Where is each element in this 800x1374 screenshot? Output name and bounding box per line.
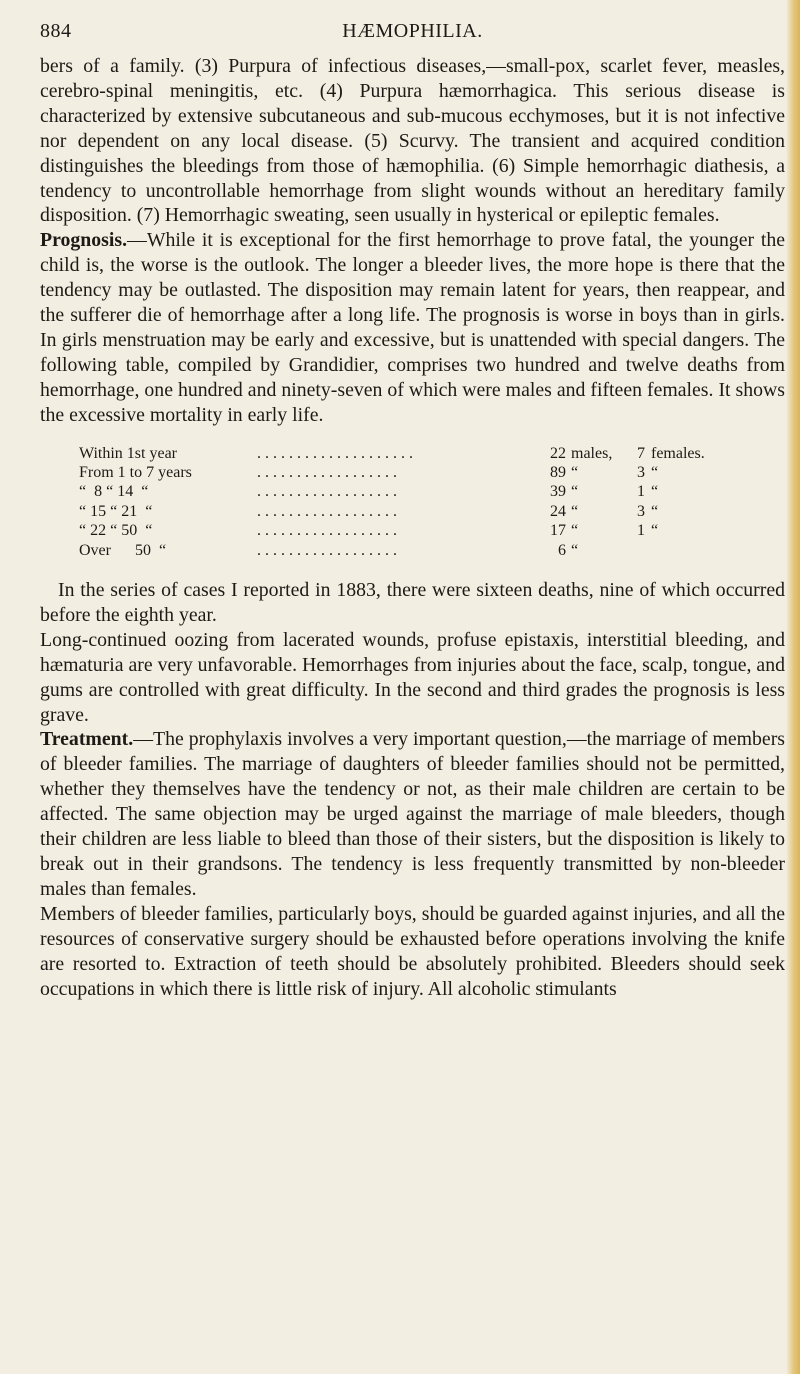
age-range: From 1 to 7 years bbox=[79, 464, 192, 481]
male-deaths: 6 bbox=[558, 541, 566, 559]
page-edge-shading bbox=[786, 0, 800, 1374]
female-unit: “ bbox=[651, 483, 659, 501]
page-header bbox=[40, 14, 785, 44]
male-unit: “ bbox=[571, 464, 579, 481]
leader-dots: . . . . . . . . . . . . . . . . . . bbox=[257, 502, 397, 520]
male-unit: “ bbox=[571, 541, 579, 559]
age-range: “ 22 “ 50 “ bbox=[79, 522, 153, 540]
paragraph: Long-continued oozing from lacerated wounds, profuse epistaxis, interstitial bleeding, and hæmaturia are very unfavorable. Hemorrhages from injuries about the face, scalp, tongue, and gums are controlled with great difficulty. In the second and third grades the prognosis is less grave. bbox=[40, 628, 785, 726]
leader-dots: . . . . . . . . . . . . . . . . . . . . bbox=[257, 444, 413, 462]
mortality-table bbox=[79, 444, 705, 560]
paragraph-treatment: Treatment.—The prophylaxis involves a very important question,—the marriage of members of bleeder families. The marriage of daughters of bleeder families should not be permitted, whether they themselves have the tendency or not, as their male children are certain to be affected. The same objection may be urged against the marriage of male bleeders, though their children are less liable to bleed than those of their sisters, but the disposition is likely to break out in their grandsons. The tendency is less frequently transmitted by non-bleeder males than females. bbox=[40, 728, 785, 900]
leader-dots: . . . . . . . . . . . . . . . . . . bbox=[257, 522, 397, 540]
age-range: “ 15 “ 21 “ bbox=[79, 502, 153, 520]
male-deaths: 22 bbox=[550, 444, 566, 462]
male-unit: “ bbox=[571, 502, 579, 520]
page-body bbox=[40, 54, 785, 1001]
section-heading: Prognosis. bbox=[40, 229, 128, 252]
table-row bbox=[79, 482, 705, 501]
table-row bbox=[79, 541, 705, 560]
leader-dots: . . . . . . . . . . . . . . . . . . bbox=[257, 464, 397, 481]
age-range: “ 8 “ 14 “ bbox=[79, 483, 149, 501]
male-deaths: 17 bbox=[550, 522, 566, 540]
female-deaths: 3 bbox=[637, 502, 645, 520]
book-page bbox=[40, 14, 785, 1001]
leader-dots: . . . . . . . . . . . . . . . . . . bbox=[257, 483, 397, 501]
leader-dots: . . . . . . . . . . . . . . . . . . bbox=[257, 541, 397, 559]
female-deaths: 7 bbox=[637, 444, 645, 462]
male-deaths: 24 bbox=[550, 502, 566, 520]
male-unit: males, bbox=[571, 444, 613, 462]
paragraph: bers of a family. (3) Purpura of infectious diseases,—small-pox, scarlet fever, measles, cerebro-spinal meningitis, etc. (4) Purpura hæmorrhagica. This serious disease is characterized by extensive subcutaneous and sub-mucous ecchymoses, but it is not infective nor dependent on any local disease. (5) Scurvy. The transient and acquired condition distinguishes the bleedings from those of hæmophilia. (6) Simple hemorrhagic diathesis, a tendency to uncontrollable hemorrhage from slight wounds without an hereditary family disposition. (7) Hemorrhagic sweating, seen usually in hysterical or epileptic females. bbox=[40, 55, 785, 227]
female-unit: “ bbox=[651, 522, 659, 540]
male-unit: “ bbox=[571, 522, 579, 540]
male-deaths: 39 bbox=[550, 483, 566, 501]
age-range: Over 50 “ bbox=[79, 541, 167, 559]
paragraph: In the series of cases I reported in 1883, there were sixteen deaths, nine of which occurred before the eighth year. bbox=[40, 579, 785, 626]
female-unit: “ bbox=[651, 502, 659, 520]
female-deaths: 1 bbox=[637, 522, 645, 540]
female-deaths: 3 bbox=[637, 464, 645, 481]
running-title: HÆMOPHILIA. bbox=[342, 20, 483, 42]
female-unit: females. bbox=[651, 444, 705, 462]
male-unit: “ bbox=[571, 483, 579, 501]
paragraph-prognosis: Prognosis.—While it is exceptional for the first hemorrhage to prove fatal, the younger the child is, the worse is the outlook. The longer a bleeder lives, the more hope is there that the tendency may be outlasted. The disposition may remain latent for years, then reappear, and the sufferer die of hemorrhage after a long life. The prognosis is worse in boys than in girls. In girls menstruation may be early and excessive, but is unattended with special dangers. The following table, compiled by Grandidier, comprises two hundred and twelve deaths from hemorrhage, one hundred and ninety-seven of which were males and fifteen females. It shows the excessive mortality in early life. bbox=[40, 229, 785, 426]
table-row bbox=[79, 463, 705, 482]
table-row bbox=[79, 502, 705, 521]
section-heading: Treatment. bbox=[40, 728, 134, 751]
age-range: Within 1st year bbox=[79, 444, 177, 462]
page-number: 884 bbox=[40, 20, 72, 42]
female-unit bbox=[645, 541, 705, 560]
male-deaths: 89 bbox=[550, 464, 566, 481]
paragraph: Members of bleeder families, particularly boys, should be guarded against injuries, and all the resources of conservative surgery should be exhausted before operations involving the knife are resorted to. Extraction of teeth should be absolutely prohibited. Bleeders should seek occupations in which there is little risk of injury. All alcoholic stimulants bbox=[40, 902, 785, 1000]
table-row bbox=[79, 521, 705, 540]
female-deaths bbox=[631, 541, 645, 560]
female-unit: “ bbox=[651, 464, 659, 481]
table-row bbox=[79, 444, 705, 463]
female-deaths: 1 bbox=[637, 483, 645, 501]
